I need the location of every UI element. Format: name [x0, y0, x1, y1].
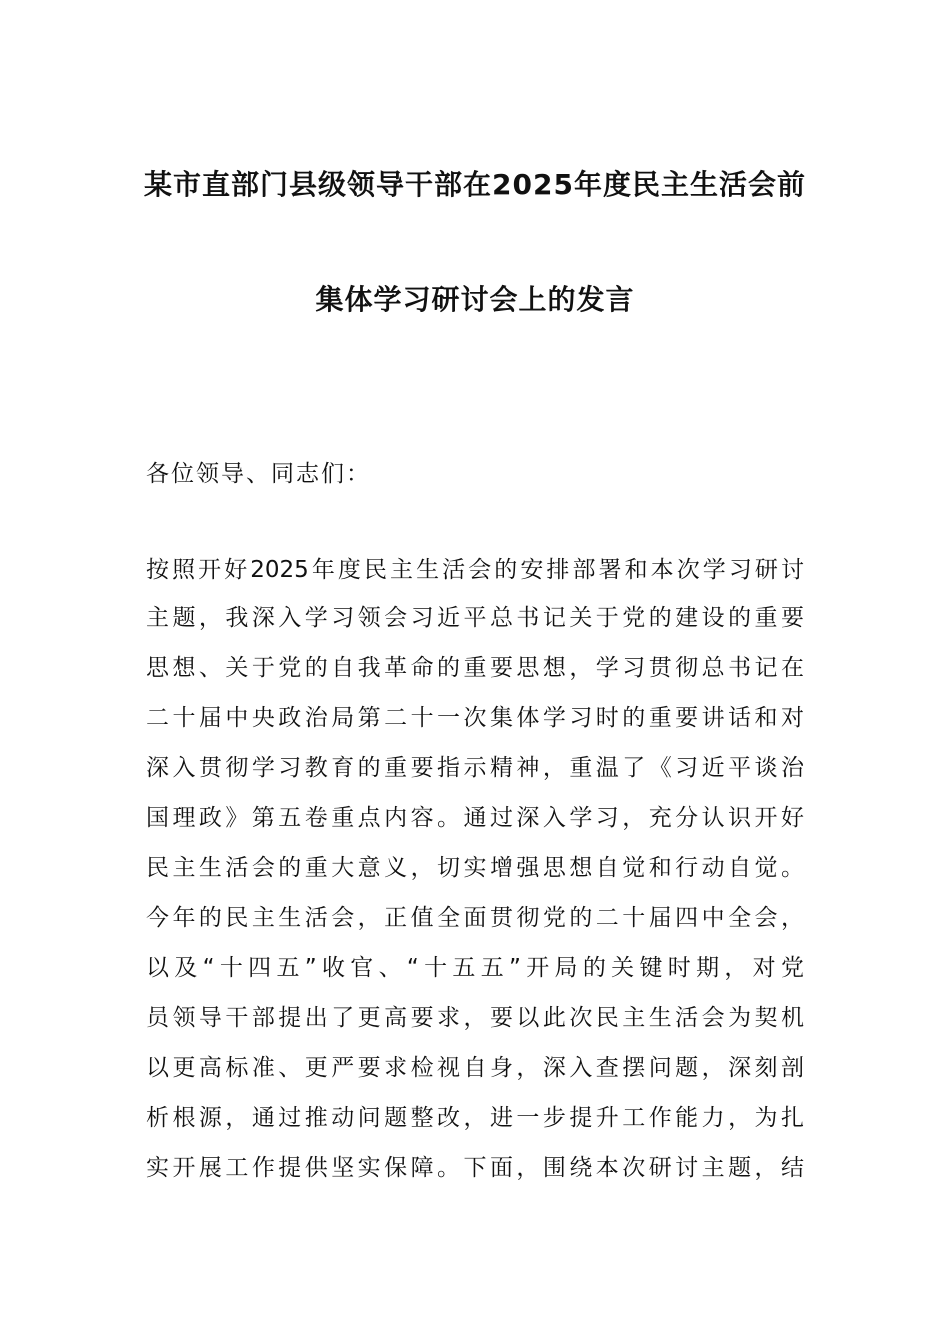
body-line: 以及“十四五”收官、“十五五”开局的关键时期，对党 — [146, 955, 804, 981]
document-title-line-2: 集体学习研讨会上的发言 — [315, 283, 635, 316]
body-line: 员领导干部提出了更高要求，要以此次民主生活会为契机 — [146, 1005, 804, 1031]
body-line: 二十届中央政治局第二十一次集体学习时的重要讲话和对 — [146, 705, 804, 731]
body-line: 思想、关于党的自我革命的重要思想，学习贯彻总书记在 — [146, 655, 804, 681]
body-line: 民主生活会的重大意义，切实增强思想自觉和行动自觉。 — [146, 855, 804, 881]
greeting: 各位领导、同志们： — [146, 461, 371, 487]
body-line: 国理政》第五卷重点内容。通过深入学习，充分认识开好 — [146, 805, 804, 831]
body-line: 主题，我深入学习领会习近平总书记关于党的建设的重要 — [146, 605, 804, 631]
body-line: 实开展工作提供坚实保障。下面，围绕本次研讨主题，结 — [146, 1155, 804, 1181]
body-line: 深入贯彻学习教育的重要指示精神，重温了《习近平谈治 — [146, 755, 804, 781]
document-title-line-1: 某市直部门县级领导干部在2025年度民主生活会前 — [144, 168, 806, 201]
body-line: 按照开好2025年度民主生活会的安排部署和本次学习研讨 — [146, 557, 804, 583]
body-line: 析根源，通过推动问题整改，进一步提升工作能力，为扎 — [146, 1105, 804, 1131]
body-line: 今年的民主生活会，正值全面贯彻党的二十届四中全会， — [146, 905, 804, 931]
body-line: 以更高标准、更严要求检视自身，深入查摆问题，深刻剖 — [146, 1055, 804, 1081]
